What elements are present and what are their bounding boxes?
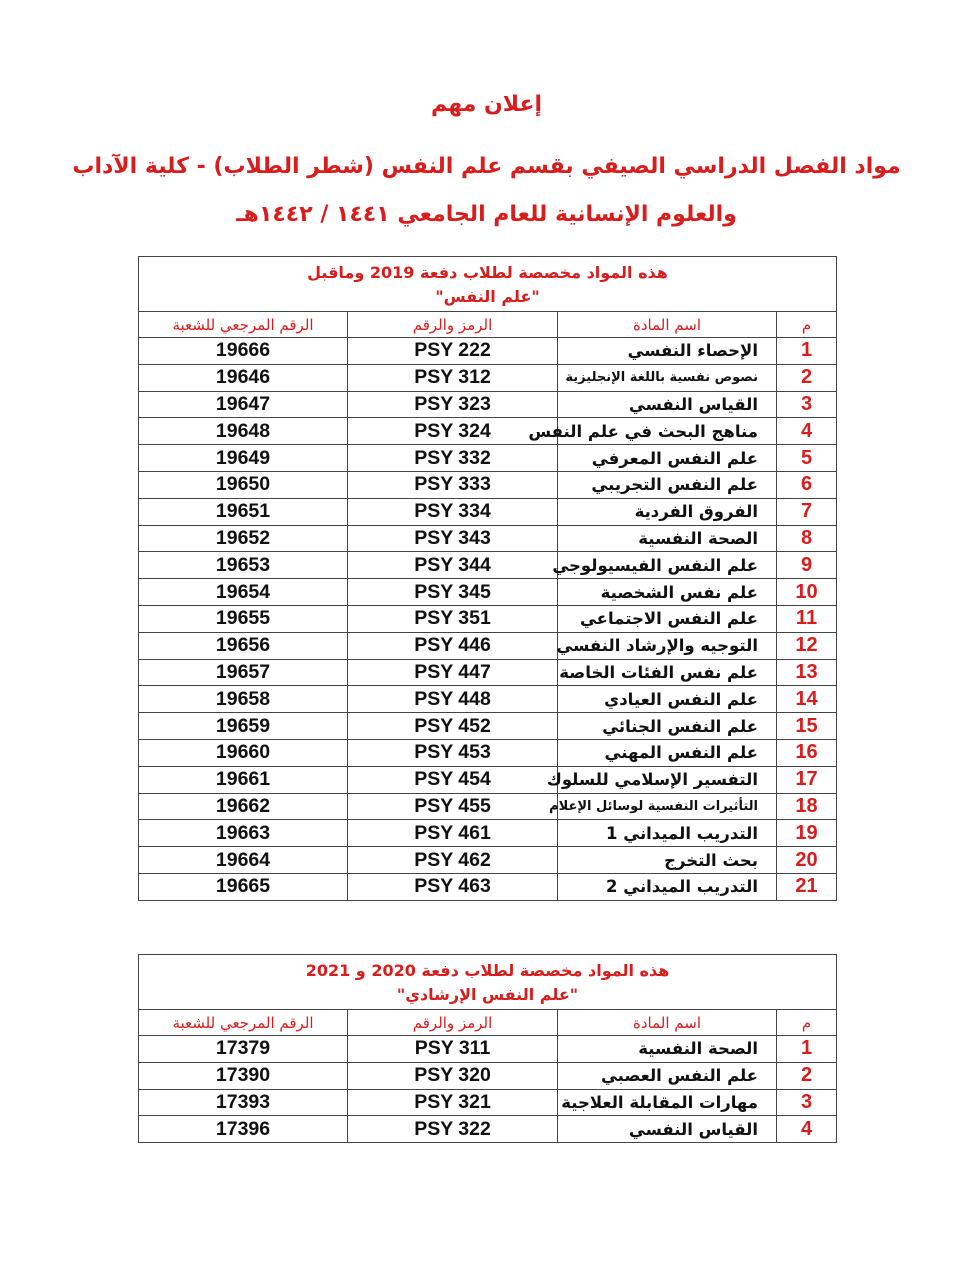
- header-course-code: الرمز والرقم: [348, 1010, 558, 1036]
- course-code: PSY 324: [348, 418, 558, 445]
- course-name: الإحصاء النفسي: [558, 338, 777, 365]
- table-row: [139, 793, 837, 820]
- course-code: PSY 446: [348, 632, 558, 659]
- course-name: نصوص نفسية باللغة الإنجليزية: [558, 364, 777, 391]
- course-name: علم النفس العصبي: [558, 1062, 777, 1089]
- reference-number: 19663: [139, 820, 348, 847]
- row-number: 4: [777, 418, 837, 445]
- course-code: PSY 343: [348, 525, 558, 552]
- table-row: [139, 1036, 837, 1063]
- row-number: 10: [777, 579, 837, 606]
- course-code: PSY 462: [348, 847, 558, 874]
- table-row: [139, 713, 837, 740]
- row-number: 1: [777, 338, 837, 365]
- course-name: مناهج البحث في علم النفس: [558, 418, 777, 445]
- row-number: 4: [777, 1116, 837, 1143]
- reference-number: 19658: [139, 686, 348, 713]
- reference-number: 19656: [139, 632, 348, 659]
- reference-number: 19653: [139, 552, 348, 579]
- course-name: علم النفس الجنائي: [558, 713, 777, 740]
- course-name: القياس النفسي: [558, 391, 777, 418]
- row-number: 3: [777, 1089, 837, 1116]
- courses-table-2020-2021: [138, 954, 837, 1143]
- table-header-row: [139, 312, 837, 338]
- reference-number: 17393: [139, 1089, 348, 1116]
- table-row: [139, 686, 837, 713]
- reference-number: 19655: [139, 605, 348, 632]
- reference-number: 19652: [139, 525, 348, 552]
- row-number: 13: [777, 659, 837, 686]
- row-number: 20: [777, 847, 837, 874]
- reference-number: 19660: [139, 739, 348, 766]
- course-code: PSY 321: [348, 1089, 558, 1116]
- table-row: [139, 1089, 837, 1116]
- table-row: [139, 605, 837, 632]
- table-row: [139, 820, 837, 847]
- course-name: القياس النفسي: [558, 1116, 777, 1143]
- course-code: PSY 334: [348, 498, 558, 525]
- course-code: PSY 455: [348, 793, 558, 820]
- course-code: PSY 453: [348, 739, 558, 766]
- row-number: 11: [777, 605, 837, 632]
- row-number: 19: [777, 820, 837, 847]
- table-row: [139, 1062, 837, 1089]
- header-num: م: [777, 312, 837, 338]
- reference-number: 19654: [139, 579, 348, 606]
- banner-line-2: "علم النفس الإرشادي": [396, 985, 579, 1004]
- table-row: [139, 632, 837, 659]
- course-name: التدريب الميداني 2: [558, 873, 777, 900]
- table-banner: [139, 257, 837, 312]
- course-name: مهارات المقابلة العلاجية: [558, 1089, 777, 1116]
- course-code: PSY 447: [348, 659, 558, 686]
- row-number: 16: [777, 739, 837, 766]
- table-row: [139, 766, 837, 793]
- row-number: 6: [777, 471, 837, 498]
- course-name: علم نفس الشخصية: [558, 579, 777, 606]
- table-row: [139, 525, 837, 552]
- course-name: التفسير الإسلامي للسلوك: [558, 766, 777, 793]
- reference-number: 19662: [139, 793, 348, 820]
- course-name: علم النفس المهني: [558, 739, 777, 766]
- course-name: علم النفس العيادي: [558, 686, 777, 713]
- header-reference-number: الرقم المرجعي للشعبة: [139, 1010, 348, 1036]
- course-name: التدريب الميداني 1: [558, 820, 777, 847]
- reference-number: 19657: [139, 659, 348, 686]
- banner-line-1: هذه المواد مخصصة لطلاب دفعة 2020 و 2021: [305, 961, 670, 980]
- table-row: [139, 498, 837, 525]
- table-row: [139, 1116, 837, 1143]
- row-number: 5: [777, 445, 837, 472]
- course-name: التوجيه والإرشاد النفسي: [558, 632, 777, 659]
- reference-number: 19648: [139, 418, 348, 445]
- table-row: [139, 552, 837, 579]
- course-code: PSY 222: [348, 338, 558, 365]
- announcement-line-1: مواد الفصل الدراسي الصيفي بقسم علم النفس (شطر الطلاب) - كلية الآداب: [72, 154, 901, 179]
- course-code: PSY 320: [348, 1062, 558, 1089]
- row-number: 1: [777, 1036, 837, 1063]
- header-course-name: اسم المادة: [558, 312, 777, 338]
- announcement-title: إعلان مهم: [430, 92, 543, 117]
- row-number: 2: [777, 364, 837, 391]
- reference-number: 19659: [139, 713, 348, 740]
- header-reference-number: الرقم المرجعي للشعبة: [139, 312, 348, 338]
- row-number: 18: [777, 793, 837, 820]
- course-code: PSY 448: [348, 686, 558, 713]
- reference-number: 19651: [139, 498, 348, 525]
- course-name: الفروق الفردية: [558, 498, 777, 525]
- announcement-line-2: والعلوم الإنسانية للعام الجامعي ١٤٤١ / ١٤٤٢هـ: [236, 202, 737, 227]
- reference-number: 19646: [139, 364, 348, 391]
- course-name: علم النفس المعرفي: [558, 445, 777, 472]
- table-row: [139, 739, 837, 766]
- course-code: PSY 312: [348, 364, 558, 391]
- reference-number: 17396: [139, 1116, 348, 1143]
- reference-number: 17390: [139, 1062, 348, 1089]
- table-row: [139, 445, 837, 472]
- header-num: م: [777, 1010, 837, 1036]
- course-code: PSY 461: [348, 820, 558, 847]
- row-number: 8: [777, 525, 837, 552]
- course-code: PSY 323: [348, 391, 558, 418]
- row-number: 15: [777, 713, 837, 740]
- table-row: [139, 873, 837, 900]
- course-code: PSY 452: [348, 713, 558, 740]
- row-number: 2: [777, 1062, 837, 1089]
- banner-line-1: هذه المواد مخصصة لطلاب دفعة 2019 وماقبل: [307, 263, 668, 282]
- row-number: 7: [777, 498, 837, 525]
- course-code: PSY 463: [348, 873, 558, 900]
- course-code: PSY 344: [348, 552, 558, 579]
- table-row: [139, 418, 837, 445]
- course-name: علم النفس الفيسيولوجي: [558, 552, 777, 579]
- course-code: PSY 351: [348, 605, 558, 632]
- course-name: الصحة النفسية: [558, 525, 777, 552]
- course-code: PSY 332: [348, 445, 558, 472]
- reference-number: 19661: [139, 766, 348, 793]
- course-code: PSY 454: [348, 766, 558, 793]
- courses-table-2019: [138, 256, 837, 901]
- course-code: PSY 333: [348, 471, 558, 498]
- table-banner: [139, 955, 837, 1010]
- course-name: بحث التخرج: [558, 847, 777, 874]
- row-number: 21: [777, 873, 837, 900]
- reference-number: 19666: [139, 338, 348, 365]
- table-row: [139, 338, 837, 365]
- table-row: [139, 847, 837, 874]
- row-number: 17: [777, 766, 837, 793]
- course-code: PSY 322: [348, 1116, 558, 1143]
- course-name: التأثيرات النفسية لوسائل الإعلام: [558, 793, 777, 820]
- table-row: [139, 471, 837, 498]
- row-number: 3: [777, 391, 837, 418]
- reference-number: 19664: [139, 847, 348, 874]
- course-name: علم نفس الفئات الخاصة: [558, 659, 777, 686]
- reference-number: 19649: [139, 445, 348, 472]
- reference-number: 17379: [139, 1036, 348, 1063]
- table-row: [139, 579, 837, 606]
- table-row: [139, 364, 837, 391]
- course-name: علم النفس التجريبي: [558, 471, 777, 498]
- row-number: 14: [777, 686, 837, 713]
- table-row: [139, 391, 837, 418]
- row-number: 12: [777, 632, 837, 659]
- course-name: علم النفس الاجتماعي: [558, 605, 777, 632]
- course-name: الصحة النفسية: [558, 1036, 777, 1063]
- row-number: 9: [777, 552, 837, 579]
- course-code: PSY 345: [348, 579, 558, 606]
- banner-line-2: "علم النفس": [435, 287, 540, 306]
- header-course-code: الرمز والرقم: [348, 312, 558, 338]
- table-header-row: [139, 1010, 837, 1036]
- reference-number: 19647: [139, 391, 348, 418]
- table-row: [139, 659, 837, 686]
- reference-number: 19665: [139, 873, 348, 900]
- header-course-name: اسم المادة: [558, 1010, 777, 1036]
- course-code: PSY 311: [348, 1036, 558, 1063]
- reference-number: 19650: [139, 471, 348, 498]
